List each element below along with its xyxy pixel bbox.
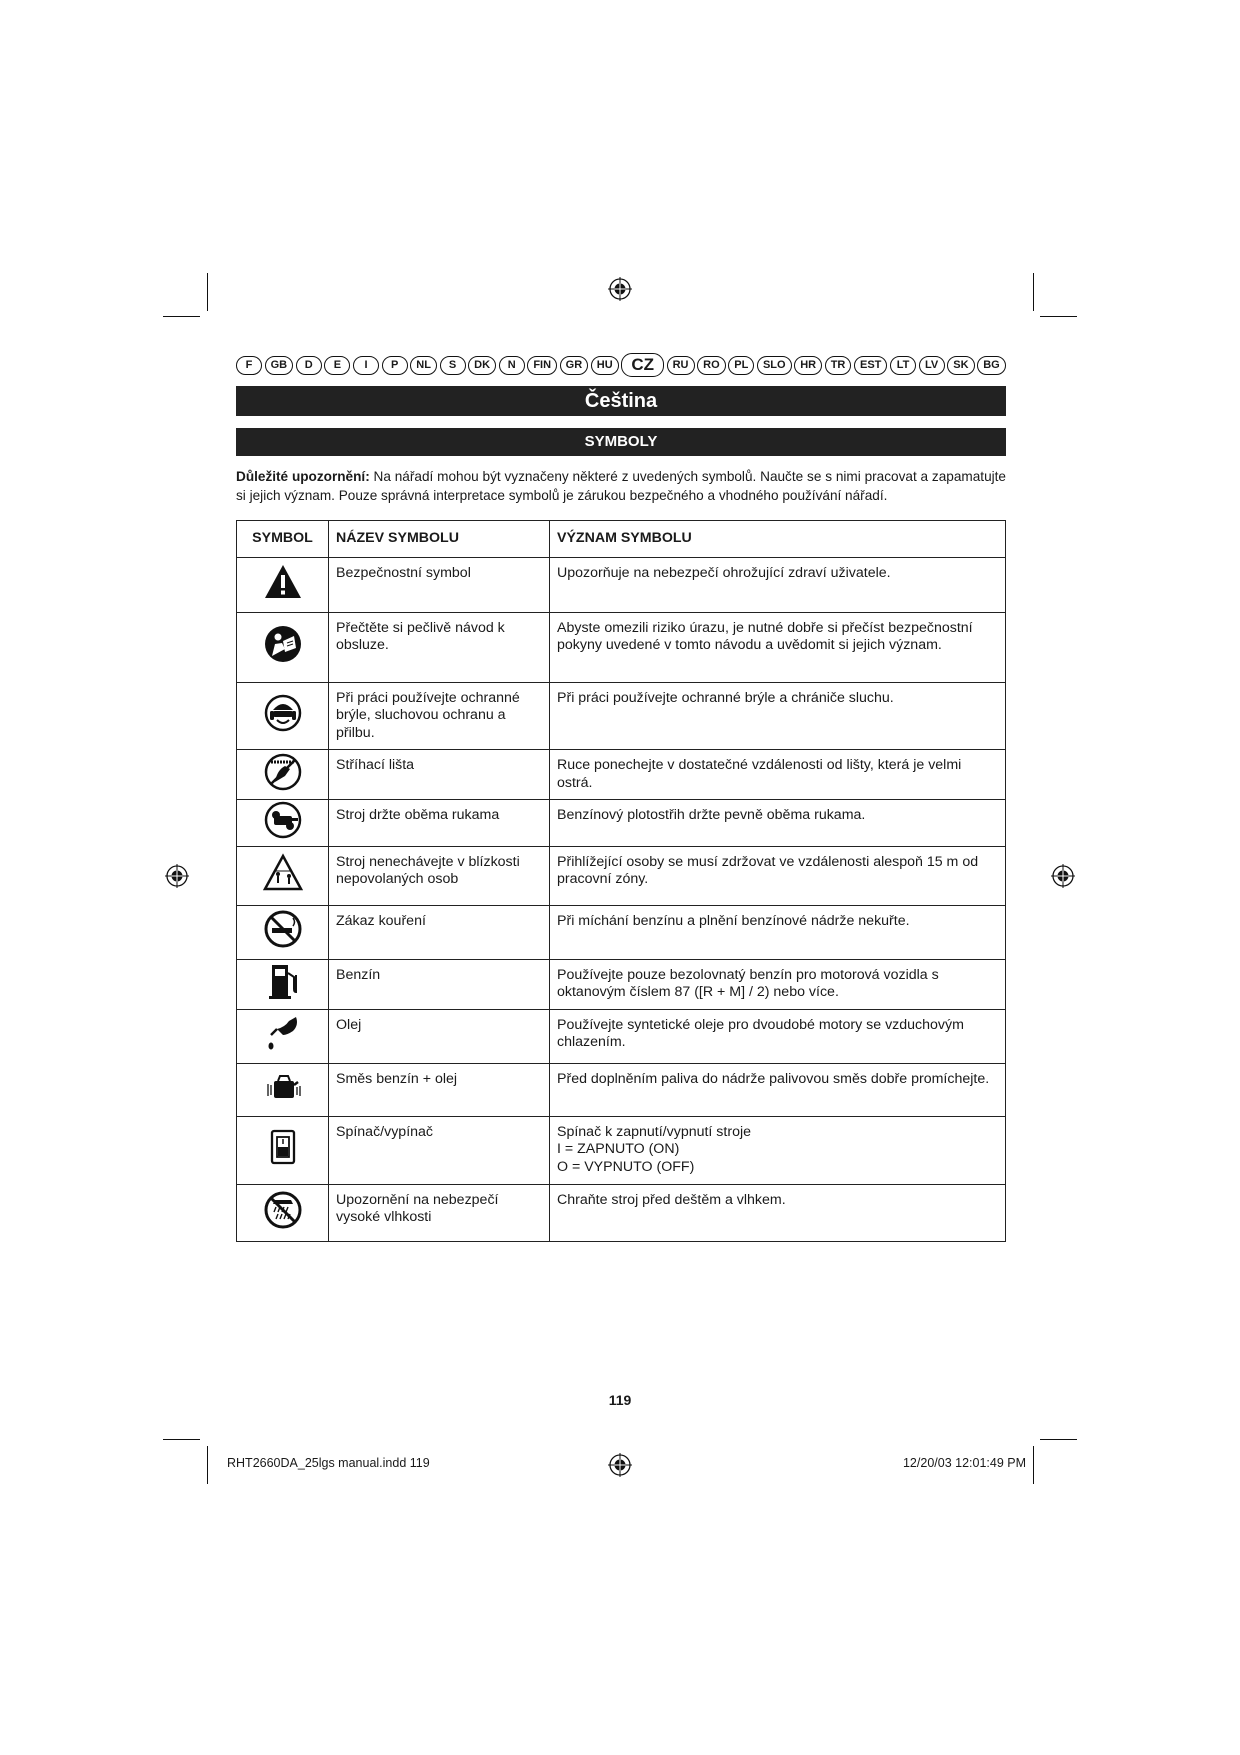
protective-gear-icon <box>263 693 303 733</box>
table-row <box>237 682 1006 750</box>
crop-mark <box>1033 273 1034 311</box>
language-title: Čeština <box>236 386 1006 416</box>
language-code-i: I <box>353 356 379 375</box>
crop-mark <box>163 316 200 317</box>
language-code-s: S <box>440 356 466 375</box>
fuel-pump-icon <box>263 961 303 1001</box>
symbol-meaning: Používejte syntetické oleje pro dvoudobé motory se vzduchovým chlazením. <box>550 1009 1006 1063</box>
symbol-meaning: Abyste omezili riziko úrazu, je nutné dobře si přečíst bezpečnostní pokyny uvedené v tomto návodu a uvědomit si jejich význam. <box>550 612 1006 682</box>
language-code-bg: BG <box>977 356 1006 375</box>
symbol-name: Upozornění na nebezpečí vysoké vlhkosti <box>329 1184 550 1241</box>
warning-triangle-icon <box>263 562 303 602</box>
language-code-lt: LT <box>890 356 916 375</box>
registration-mark-icon <box>165 864 189 888</box>
symbol-cell <box>237 1184 329 1241</box>
language-bar <box>236 354 1006 376</box>
table-row <box>237 557 1006 612</box>
table-header-row <box>237 521 1006 558</box>
symbol-meaning: Ruce ponechejte v dostatečné vzdálenosti od lišty, která je velmi ostrá. <box>550 750 1006 800</box>
footer-timestamp: 12/20/03 12:01:49 PM <box>902 1456 1026 1470</box>
symbol-name: Spínač/vypínač <box>329 1116 550 1184</box>
language-code-sk: SK <box>947 356 974 375</box>
crop-mark <box>163 1439 200 1440</box>
symbol-meaning: Při práci používejte ochranné brýle a chrániče sluchu. <box>550 682 1006 750</box>
language-code-e: E <box>324 356 350 375</box>
symbol-cell <box>237 905 329 959</box>
table-row <box>237 1184 1006 1241</box>
table-row <box>237 1116 1006 1184</box>
registration-mark-icon <box>608 277 632 301</box>
keep-bystanders-away-icon <box>263 853 303 893</box>
language-code-cz: CZ <box>621 353 664 377</box>
footer-filename: RHT2660DA_25lgs manual.indd 119 <box>227 1456 430 1470</box>
no-smoking-icon <box>263 909 303 949</box>
symbol-meaning: Před doplněním paliva do nádrže palivovou směs dobře promíchejte. <box>550 1063 1006 1116</box>
cutting-blade-icon <box>263 752 303 792</box>
symbol-cell <box>237 846 329 905</box>
symbol-cell <box>237 1116 329 1184</box>
symbol-meaning: Přihlížející osoby se musí zdržovat ve vzdálenosti alespoň 15 m od pracovní zóny. <box>550 846 1006 905</box>
symbol-meaning: Spínač k zapnutí/vypnutí stroje I = ZAPNUTO (ON) O = VYPNUTO (OFF) <box>550 1116 1006 1184</box>
on-off-switch-icon <box>263 1127 303 1167</box>
symbol-cell <box>237 750 329 800</box>
crop-mark <box>207 1446 208 1484</box>
oil-can-icon <box>263 1013 303 1053</box>
symbol-name: Stroj držte oběma rukama <box>329 800 550 847</box>
symbol-cell <box>237 612 329 682</box>
intro-bold: Důležité upozornění: <box>236 469 370 484</box>
crop-mark <box>207 273 208 311</box>
table-row <box>237 1009 1006 1063</box>
crop-mark <box>1040 1439 1077 1440</box>
symbol-cell <box>237 682 329 750</box>
symbol-name: Benzín <box>329 959 550 1009</box>
language-code-f: F <box>236 356 262 375</box>
language-code-pl: PL <box>728 356 754 375</box>
section-title: SYMBOLY <box>236 428 1006 456</box>
symbol-meaning: Při míchání benzínu a plnění benzínové nádrže nekuřte. <box>550 905 1006 959</box>
language-code-hu: HU <box>591 356 619 375</box>
language-code-d: D <box>296 356 322 375</box>
language-code-lv: LV <box>919 356 945 375</box>
intro-text: Na nářadí mohou být vyznačeny některé z uvedených symbolů. Naučte se s nimi pracovat a zapamatujte si jejich význam. Pouze správná interpretace symbolů je zárukou bezpečného a vhodného používání nářadí. <box>236 469 1006 503</box>
language-code-tr: TR <box>825 356 852 375</box>
read-manual-icon <box>263 624 303 664</box>
symbol-name: Bezpečnostní symbol <box>329 557 550 612</box>
language-code-fin: FIN <box>527 356 557 375</box>
registration-mark-icon <box>608 1453 632 1477</box>
language-code-slo: SLO <box>757 356 792 375</box>
symbol-cell <box>237 1063 329 1116</box>
table-row <box>237 846 1006 905</box>
header-meaning: VÝZNAM SYMBOLU <box>550 521 1006 558</box>
symbol-table <box>236 520 1006 1242</box>
symbol-name: Při práci používejte ochranné brýle, sluchovou ochranu a přilbu. <box>329 682 550 750</box>
language-code-ro: RO <box>697 356 726 375</box>
symbol-meaning: Používejte pouze bezolovnatý benzín pro motorová vozidla s oktanovým číslem 87 ([R + M] / 2) nebo více. <box>550 959 1006 1009</box>
table-row <box>237 612 1006 682</box>
intro-paragraph <box>236 467 1006 505</box>
symbol-name: Zákaz kouření <box>329 905 550 959</box>
two-hands-icon <box>263 800 303 840</box>
symbol-cell <box>237 557 329 612</box>
fuel-mix-can-icon <box>263 1067 303 1107</box>
language-code-p: P <box>382 356 408 375</box>
table-row <box>237 750 1006 800</box>
symbol-meaning: Chraňte stroj před deštěm a vlhkem. <box>550 1184 1006 1241</box>
language-code-gr: GR <box>560 356 589 375</box>
symbol-name: Přečtěte si pečlivě návod k obsluze. <box>329 612 550 682</box>
language-code-gb: GB <box>265 356 294 375</box>
header-name: NÁZEV SYMBOLU <box>329 521 550 558</box>
symbol-name: Olej <box>329 1009 550 1063</box>
table-row <box>237 1063 1006 1116</box>
symbol-cell <box>237 800 329 847</box>
language-code-nl: NL <box>410 356 437 375</box>
table-row <box>237 959 1006 1009</box>
language-code-ru: RU <box>667 356 695 375</box>
language-code-hr: HR <box>794 356 822 375</box>
no-rain-icon <box>263 1190 303 1230</box>
symbol-name: Směs benzín + olej <box>329 1063 550 1116</box>
symbol-cell <box>237 959 329 1009</box>
page-number: 119 <box>608 1392 632 1408</box>
language-code-est: EST <box>854 356 887 375</box>
table-row <box>237 905 1006 959</box>
header-symbol: SYMBOL <box>237 521 329 558</box>
symbol-meaning: Benzínový plotostřih držte pevně oběma rukama. <box>550 800 1006 847</box>
registration-mark-icon <box>1051 864 1075 888</box>
symbol-meaning: Upozorňuje na nebezpečí ohrožující zdraví uživatele. <box>550 557 1006 612</box>
language-code-dk: DK <box>468 356 496 375</box>
symbol-name: Stroj nenechávejte v blízkosti nepovolaných osob <box>329 846 550 905</box>
symbol-cell <box>237 1009 329 1063</box>
crop-mark <box>1033 1446 1034 1484</box>
symbol-name: Stříhací lišta <box>329 750 550 800</box>
language-code-n: N <box>499 356 525 375</box>
table-row <box>237 800 1006 847</box>
crop-mark <box>1040 316 1077 317</box>
